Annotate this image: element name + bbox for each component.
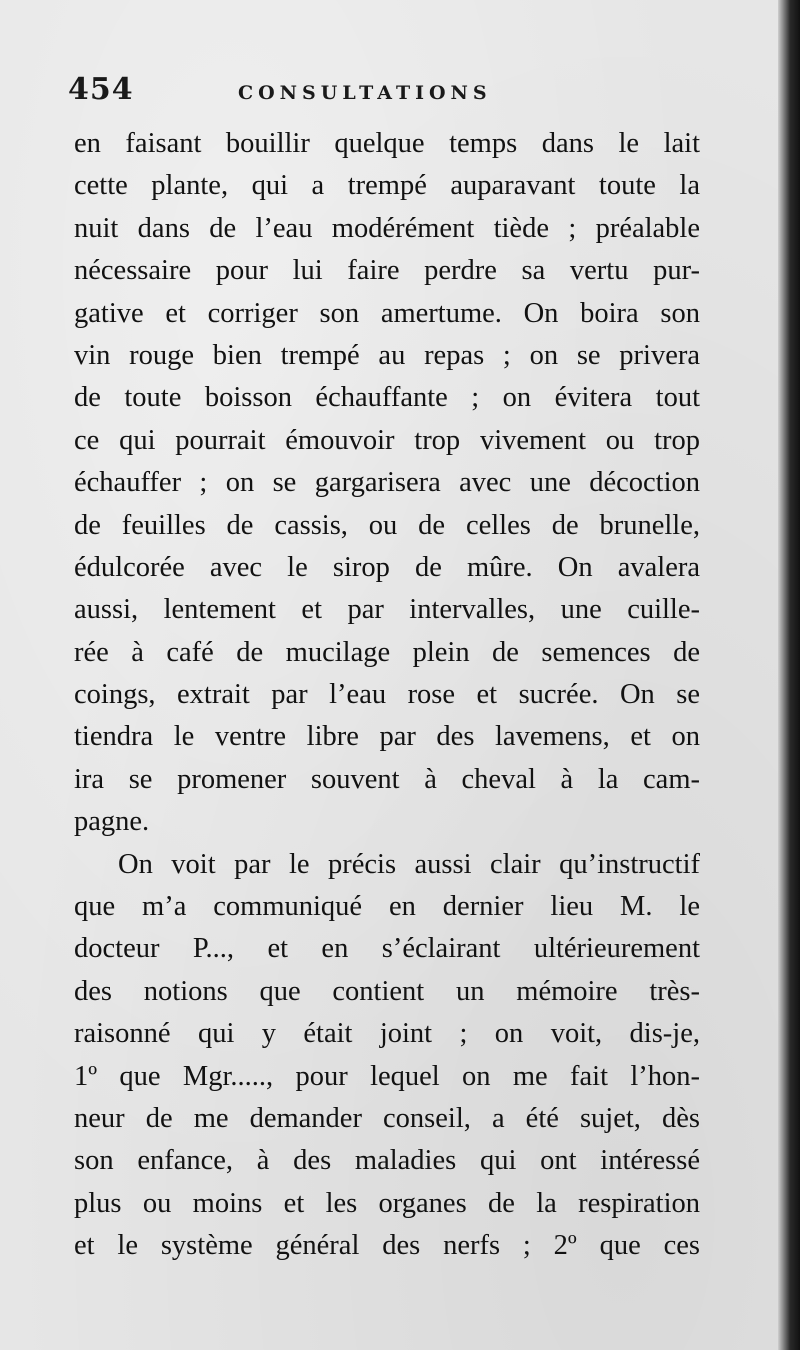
text-line: en faisant bouillir quelque temps dans le lait: [74, 128, 700, 159]
paragraph-1: [74, 123, 700, 844]
text-line: neur de me demander conseil, a été sujet, dès: [74, 1102, 700, 1134]
text-line: des notions que contient un mémoire très-: [74, 975, 700, 1007]
page-header: [68, 70, 688, 110]
page-binding-shadow: [778, 0, 800, 1350]
text-line: cette plante, qui a trempé auparavant toute la: [74, 170, 700, 202]
text-line: vin rouge bien trempé au repas ; on se privera: [74, 339, 700, 371]
paragraph-2: [74, 844, 700, 1268]
text-line: 1º que Mgr....., pour lequel on me fait l’hon-: [74, 1060, 700, 1092]
text-line: édulcorée avec le sirop de mûre. On avalera: [74, 551, 700, 583]
text-line: nuit dans de l’eau modérément tiède ; préalable: [74, 212, 700, 244]
text-line: pagne.: [74, 806, 150, 838]
text-line: aussi, lentement et par intervalles, une cuille-: [74, 594, 700, 626]
text-line: que m’a communiqué en dernier lieu M. le: [74, 891, 700, 923]
text-line: échauffer ; on se gargarisera avec une décoction: [74, 467, 700, 499]
text-line: coings, extrait par l’eau rose et sucrée. On se: [74, 679, 700, 711]
text-line: de feuilles de cassis, ou de celles de brunelle,: [74, 509, 700, 541]
body-text: [74, 123, 700, 1268]
text-line: On voit par le précis aussi clair qu’instructif: [118, 848, 700, 880]
text-line: de toute boisson échauffante ; on évitera tout: [74, 382, 700, 414]
text-line: docteur P..., et en s’éclairant ultérieurement: [74, 933, 700, 965]
text-line: ce qui pourrait émouvoir trop vivement ou trop: [74, 424, 700, 456]
text-line: plus ou moins et les organes de la respiration: [74, 1187, 700, 1219]
text-line: nécessaire pour lui faire perdre sa vertu pur-: [74, 255, 700, 287]
page-number: 454: [68, 72, 134, 107]
text-line: gative et corriger son amertume. On boira son: [74, 297, 700, 329]
running-head: CONSULTATIONS: [238, 82, 492, 104]
text-line: raisonné qui y était joint ; on voit, dis-je,: [74, 1018, 700, 1050]
text-line: rée à café de mucilage plein de semences de: [74, 636, 700, 668]
text-line: et le système général des nerfs ; 2º que ces: [74, 1230, 700, 1262]
text-line: tiendra le ventre libre par des lavemens, et on: [74, 721, 700, 753]
text-line: ira se promener souvent à cheval à la cam-: [74, 763, 700, 795]
text-line: son enfance, à des maladies qui ont intéressé: [74, 1145, 700, 1177]
